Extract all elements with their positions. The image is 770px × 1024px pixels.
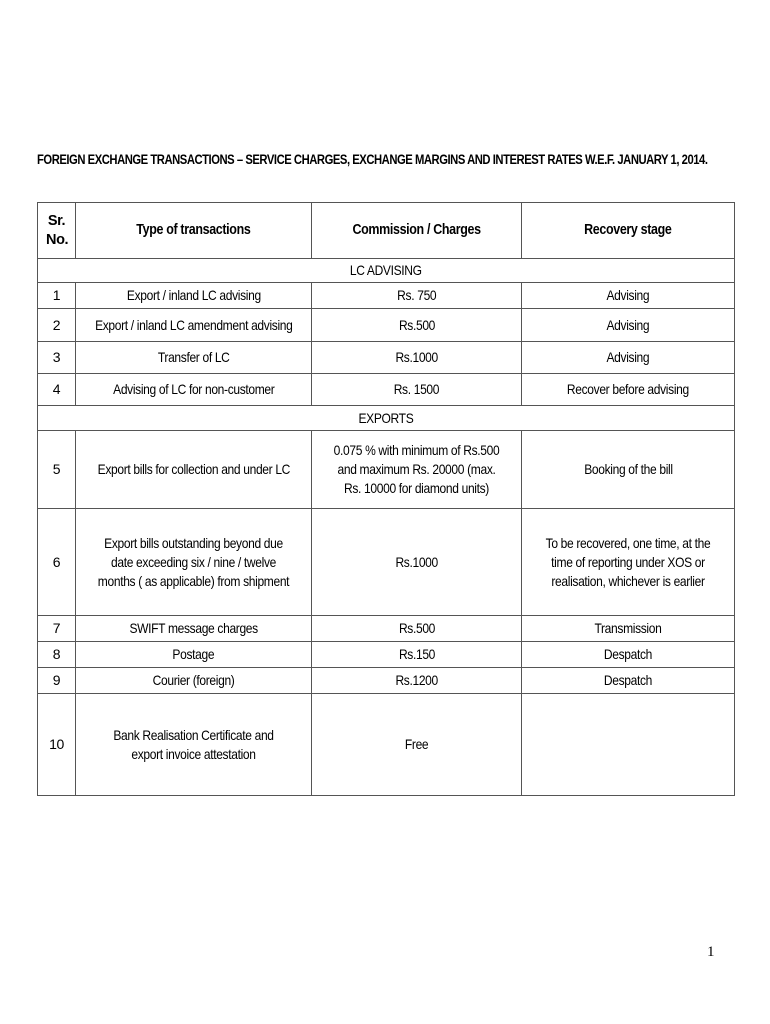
section-row-lc-advising <box>38 259 735 283</box>
cell-type: Export bills for collection and under LC <box>76 431 312 509</box>
table-row <box>38 283 735 309</box>
cell-sr: 9 <box>38 668 76 694</box>
table-row <box>38 668 735 694</box>
charges-table <box>37 202 735 796</box>
document-title: FOREIGN EXCHANGE TRANSACTIONS – SERVICE CHARGES, EXCHANGE MARGINS AND INTEREST RATES W.E.F. JANUARY 1, 2014. <box>37 152 708 167</box>
table-row <box>38 342 735 374</box>
cell-type: Transfer of LC <box>76 342 312 374</box>
cell-sr: 7 <box>38 616 76 642</box>
cell-charges: Rs.500 <box>312 309 522 342</box>
table-row <box>38 509 735 616</box>
table-row <box>38 616 735 642</box>
table-row <box>38 309 735 342</box>
cell-recovery: Despatch <box>522 642 735 668</box>
cell-sr: 8 <box>38 642 76 668</box>
cell-charges: Rs. 750 <box>312 283 522 309</box>
table-row <box>38 694 735 796</box>
cell-recovery: Advising <box>522 283 735 309</box>
cell-recovery: Despatch <box>522 668 735 694</box>
cell-charges: Rs.1000 <box>312 509 522 616</box>
cell-charges: Rs.1000 <box>312 342 522 374</box>
cell-recovery: Advising <box>522 309 735 342</box>
cell-type: Courier (foreign) <box>76 668 312 694</box>
cell-type: Advising of LC for non-customer <box>76 374 312 406</box>
section-label: LC ADVISING <box>38 259 735 283</box>
cell-sr: 3 <box>38 342 76 374</box>
cell-type: Export / inland LC amendment advising <box>76 309 312 342</box>
cell-type: Postage <box>76 642 312 668</box>
header-type: Type of transactions <box>76 203 312 259</box>
cell-recovery: Transmission <box>522 616 735 642</box>
cell-type: Export bills outstanding beyond due date exceeding six / nine / twelve months ( as applicable) from shipment <box>76 509 312 616</box>
cell-sr: 1 <box>38 283 76 309</box>
cell-recovery: Advising <box>522 342 735 374</box>
table-row <box>38 431 735 509</box>
cell-charges: 0.075 % with minimum of Rs.500 and maximum Rs. 20000 (max. Rs. 10000 for diamond units) <box>312 431 522 509</box>
table-header-row <box>38 203 735 259</box>
cell-recovery: Booking of the bill <box>522 431 735 509</box>
cell-sr: 10 <box>38 694 76 796</box>
section-label: EXPORTS <box>38 406 735 431</box>
table-row <box>38 374 735 406</box>
cell-sr: 4 <box>38 374 76 406</box>
cell-charges: Rs.500 <box>312 616 522 642</box>
cell-charges: Rs. 1500 <box>312 374 522 406</box>
section-row-exports <box>38 406 735 431</box>
cell-recovery: To be recovered, one time, at the time of reporting under XOS or realisation, whichever is earlier <box>522 509 735 616</box>
cell-type: SWIFT message charges <box>76 616 312 642</box>
cell-recovery: Recover before advising <box>522 374 735 406</box>
cell-type: Bank Realisation Certificate and export invoice attestation <box>76 694 312 796</box>
table-row <box>38 642 735 668</box>
header-charges: Commission / Charges <box>312 203 522 259</box>
cell-sr: 5 <box>38 431 76 509</box>
cell-sr: 6 <box>38 509 76 616</box>
cell-type: Export / inland LC advising <box>76 283 312 309</box>
cell-sr: 2 <box>38 309 76 342</box>
cell-charges: Rs.1200 <box>312 668 522 694</box>
cell-charges: Free <box>312 694 522 796</box>
cell-recovery <box>522 694 735 796</box>
header-sr-no: Sr. No. <box>38 203 76 259</box>
header-recovery: Recovery stage <box>522 203 735 259</box>
page-number: 1 <box>707 944 715 960</box>
cell-charges: Rs.150 <box>312 642 522 668</box>
